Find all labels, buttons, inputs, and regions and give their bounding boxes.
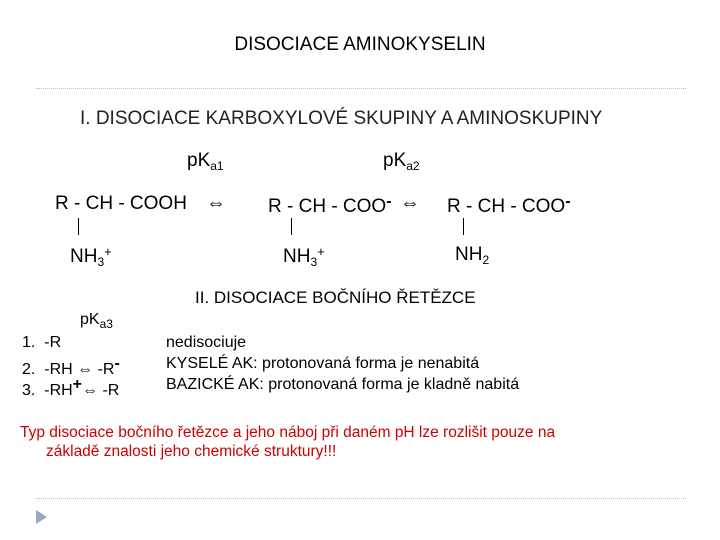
section-1-heading: I. DISOCIACE KARBOXYLOVÉ SKUPINY A AMINOSKUPINY — [80, 108, 603, 129]
note-text — [20, 423, 555, 461]
species-cation: R - CH - COOH — [55, 193, 187, 214]
divider-top — [36, 88, 686, 89]
amine-group-1: $NH_3^+$ — [70, 244, 112, 269]
bond-line-3 — [463, 218, 464, 235]
list-item-3-desc: BAZICKÉ AK: protonovaná forma je kladně nabitá — [166, 376, 520, 393]
slide-bullet-icon — [36, 510, 47, 524]
note-line-2: základě znalosti jeho chemické struktury!!! — [46, 443, 337, 460]
page-title: DISOCIACE AMINOKYSELIN — [234, 34, 486, 55]
bond-line-2 — [291, 218, 292, 235]
bond-line-1 — [78, 218, 79, 235]
amine-group-3: $NH_2$ — [455, 244, 490, 267]
equilibrium-arrow-2: ⇔ — [400, 192, 420, 214]
list-item-1-formula: 1. -R — [22, 334, 62, 351]
list-item-2-formula: 2. -RH ⇔ -R- — [22, 355, 120, 378]
list-item-1-desc: nedisociuje — [166, 334, 247, 351]
equilibrium-arrow-1: ⇔ — [206, 192, 226, 214]
note-line-1: Typ disociace bočního řetězce a jeho náboj při daném pH lze rozlišit pouze na — [20, 424, 556, 441]
species-zwitterion: R - CH - COO- — [268, 193, 392, 217]
pka3-label: $pK_{a3}$ — [80, 311, 113, 331]
list-item-2-desc: KYSELÉ AK: protonovaná forma je nenabitá — [166, 355, 480, 372]
amine-group-2: $NH_3^+$ — [283, 244, 325, 269]
pka1-label: $pK_{a1}$ — [187, 150, 224, 173]
divider-bottom — [36, 498, 686, 499]
section-2-heading: II. DISOCIACE BOČNÍHO ŘETĚZCE — [195, 288, 476, 307]
list-item-3-formula: 3. -RH+⇔ -R — [22, 376, 120, 399]
pka2-label: $pK_{a2}$ — [383, 150, 420, 173]
species-anion: R - CH - COO- — [447, 193, 571, 217]
